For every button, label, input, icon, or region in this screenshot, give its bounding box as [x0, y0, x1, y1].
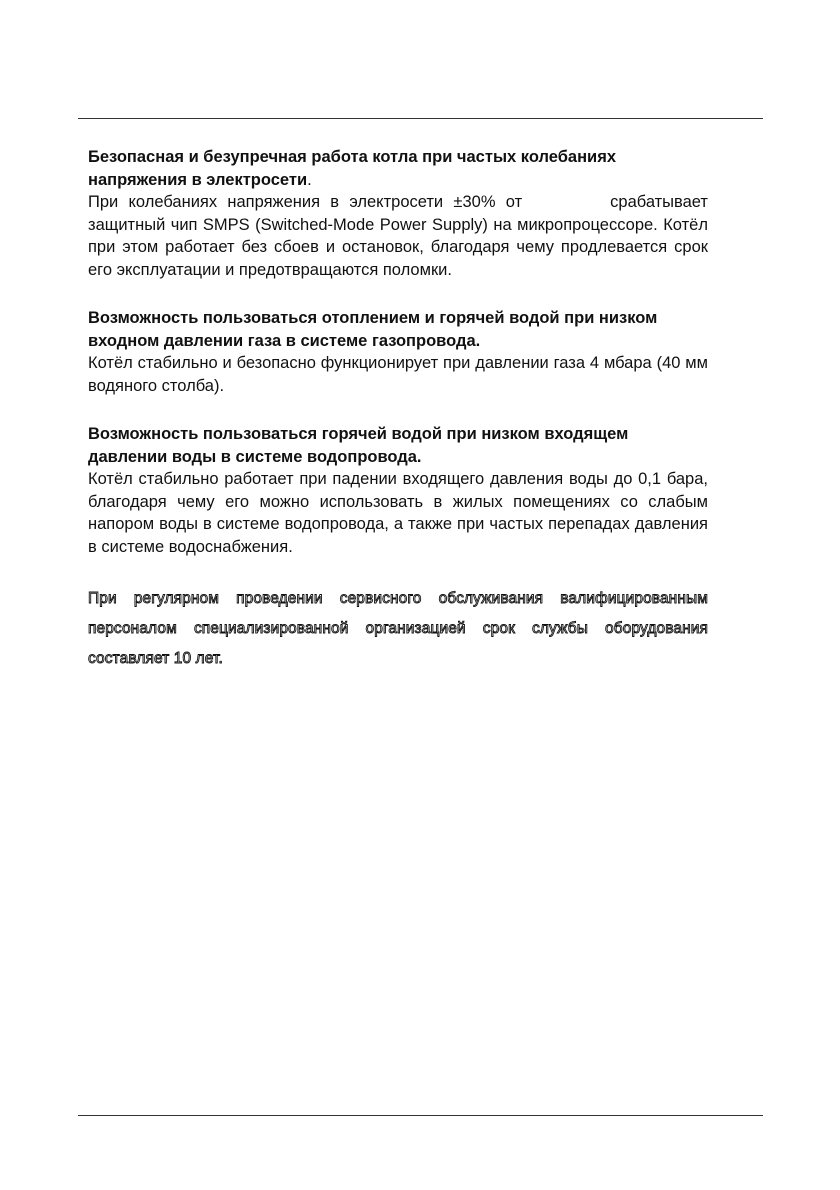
section-paragraph: Котёл стабильно и безопасно функционирует при давлении газа 4 мбара (40 мм водяного столба). [88, 354, 708, 395]
header-rule [78, 118, 763, 119]
service-life-note: При регулярном проведении сервисного обслуживания валифицированным персоналом специализированной организацией срок службы оборудования составляет 10 лет. [88, 590, 708, 667]
section-voltage [88, 146, 708, 281]
section-heading [88, 146, 708, 191]
heading-period: . [307, 170, 312, 189]
section-heading: Возможность пользоваться отоплением и горячей водой при низком входном давлении газа в системе газопровода. [88, 309, 658, 350]
section-gas-pressure [88, 307, 708, 397]
heading-text: Безопасная и безупречная работа котла при частых колебаниях напряжения в электросети [88, 148, 617, 189]
section-water-pressure [88, 423, 708, 558]
section-paragraph [88, 191, 708, 281]
document-body [88, 146, 708, 690]
paragraph-text-end: срабатывает защитный чип SMPS (Switched-Mode Power Supply) на микропроцессоре. Котёл при этом работает без сбоев и остановок, благодаря чему продлевается срок его эксплуатации и предотвращаются поломки. [88, 193, 708, 279]
section-heading: Возможность пользоваться горячей водой при низком входящем давлении воды в системе водопровода. [88, 425, 629, 466]
section-paragraph: Котёл стабильно работает при падении входящего давления воды до 0,1 бара, благодаря чему его можно использовать в жилых помещениях со слабым напором воды в системе водопровода, а также при частых перепадах давления в системе водоснабжения. [88, 470, 708, 556]
paragraph-text-start: При колебаниях напряжения в электросети ±30% от [88, 193, 523, 211]
footer-rule [78, 1115, 763, 1116]
